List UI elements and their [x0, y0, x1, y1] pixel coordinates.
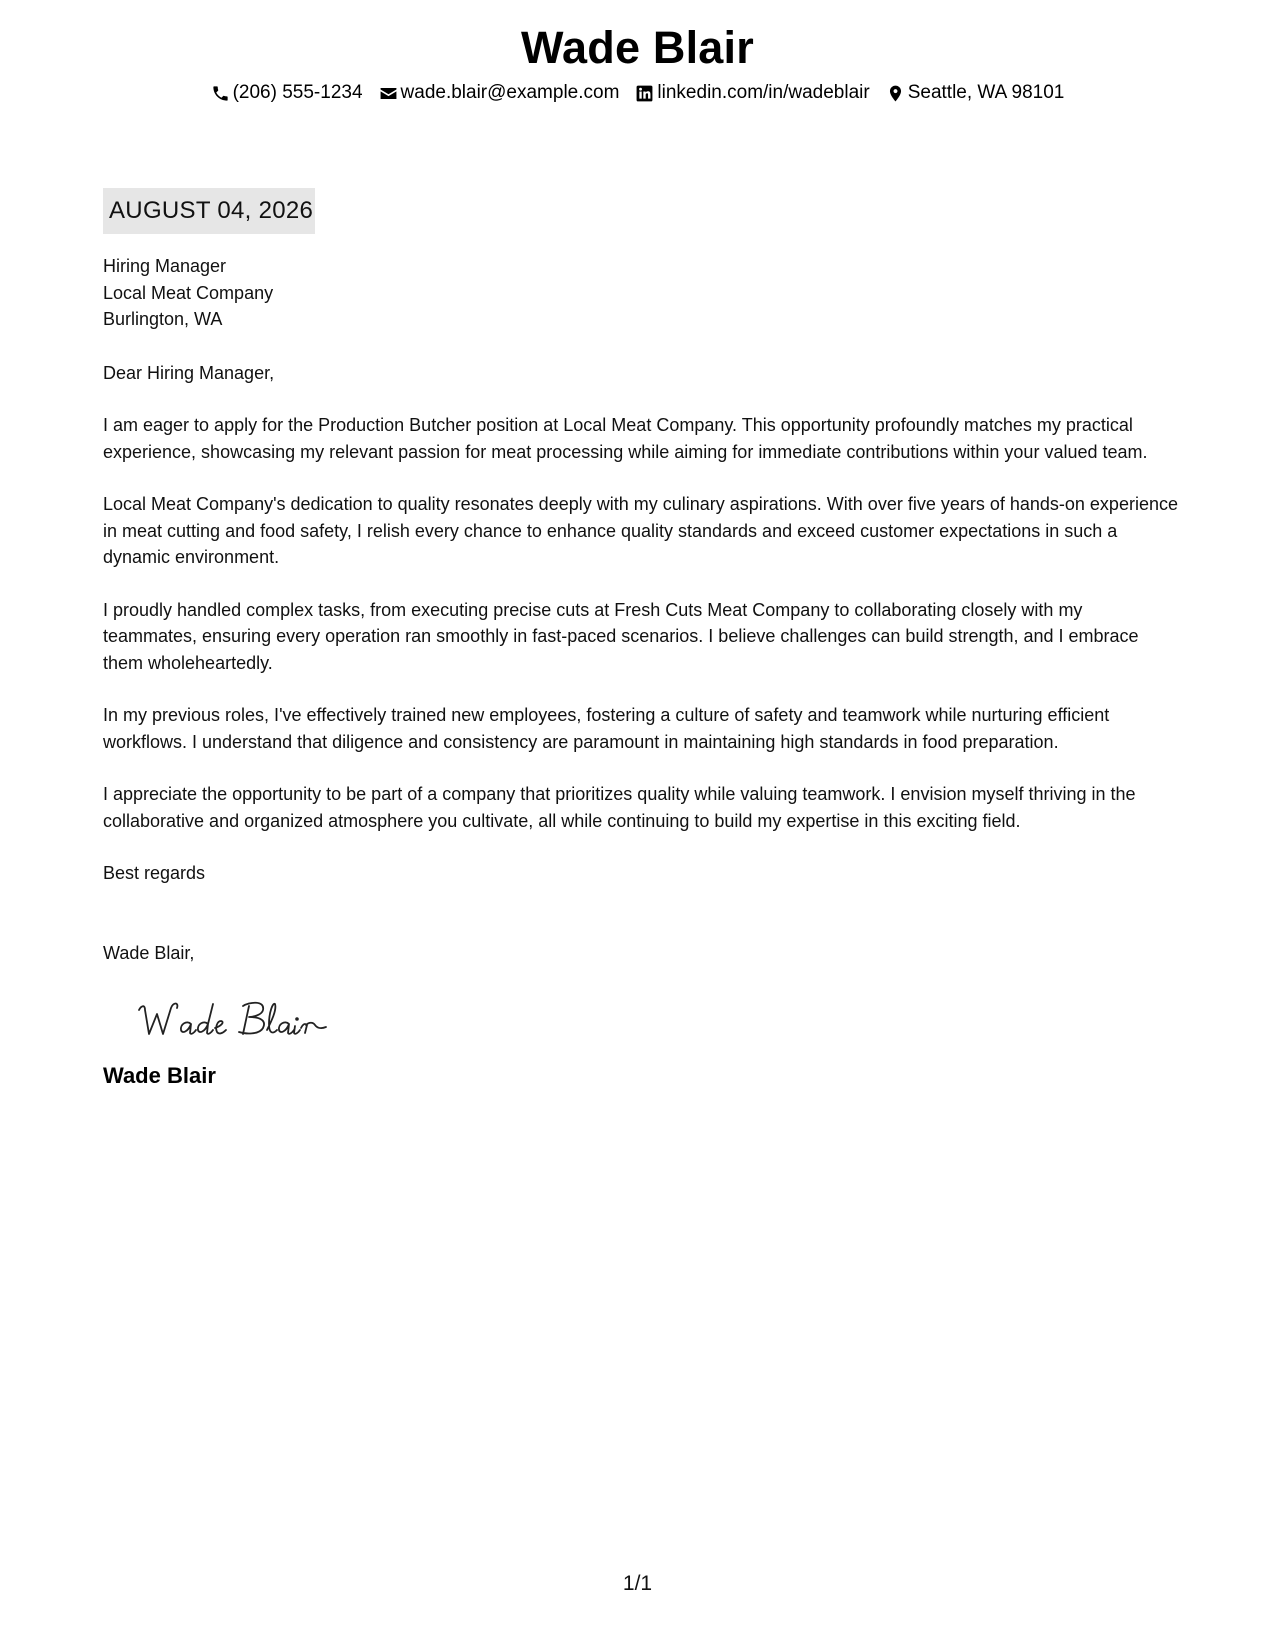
location-text: Seattle, WA 98101	[907, 82, 1065, 103]
body-paragraph: I am eager to apply for the Production Butcher position at Local Meat Company. This opportunity profoundly matches my practical experience, showcasing my relevant passion for meat processing while aiming for immediate contributions within your valued team.	[103, 415, 1148, 462]
closing: Best regards	[103, 863, 206, 883]
contact-phone	[211, 80, 363, 106]
letter-date: AUGUST 04, 2026	[103, 188, 315, 234]
letter-body	[103, 188, 1178, 1090]
contact-email	[379, 80, 620, 106]
applicant-name: Wade Blair	[521, 22, 754, 73]
linkedin-icon	[635, 84, 654, 103]
contact-linkedin	[635, 80, 869, 106]
recipient-block	[103, 253, 1178, 333]
recipient-location: Burlington, WA	[103, 309, 223, 329]
email-address: wade.blair@example.com	[400, 82, 620, 103]
body-paragraph: Local Meat Company's dedication to quality resonates deeply with my culinary aspirations. With over five years of hands-on experience in meat cutting and food safety, I relish every chance to enhance quality standards and exceed customer expectations in such a dynamic environment.	[103, 494, 1178, 567]
map-pin-icon	[886, 84, 905, 103]
signer-name: Wade Blair	[103, 1063, 216, 1088]
phone-number: (206) 555-1234	[232, 82, 363, 103]
salutation: Dear Hiring Manager,	[103, 362, 275, 383]
envelope-icon	[379, 84, 398, 103]
body-paragraph: In my previous roles, I've effectively trained new employees, fostering a culture of safety and teamwork while nurturing efficient workflows. I understand that diligence and consistency are paramount in maintaining high standards in food preparation.	[103, 705, 1110, 752]
recipient-title: Hiring Manager	[103, 256, 227, 276]
linkedin-url: linkedin.com/in/wadeblair	[657, 82, 870, 103]
phone-icon	[211, 84, 230, 103]
contact-info	[0, 80, 1275, 106]
body-paragraph: I proudly handled complex tasks, from executing precise cuts at Fresh Cuts Meat Company to collaborating closely with my teammates, ensuring every operation ran smoothly in fast-paced scenarios. I believe challenges can build strength, and I embrace them wholeheartedly.	[103, 599, 1139, 673]
signoff-name: Wade Blair,	[103, 942, 195, 963]
handwritten-signature	[133, 988, 333, 1048]
recipient-company: Local Meat Company	[103, 282, 274, 303]
contact-location	[886, 80, 1065, 106]
body-paragraph: I appreciate the opportunity to be part of a company that prioritizes quality while valuing teamwork. I envision myself thriving in the collaborative and organized atmosphere you cultivate, all while continuing to build my expertise in this exciting field.	[103, 784, 1136, 831]
page-number: 1/1	[622, 1572, 653, 1595]
letter-header	[0, 20, 1275, 106]
